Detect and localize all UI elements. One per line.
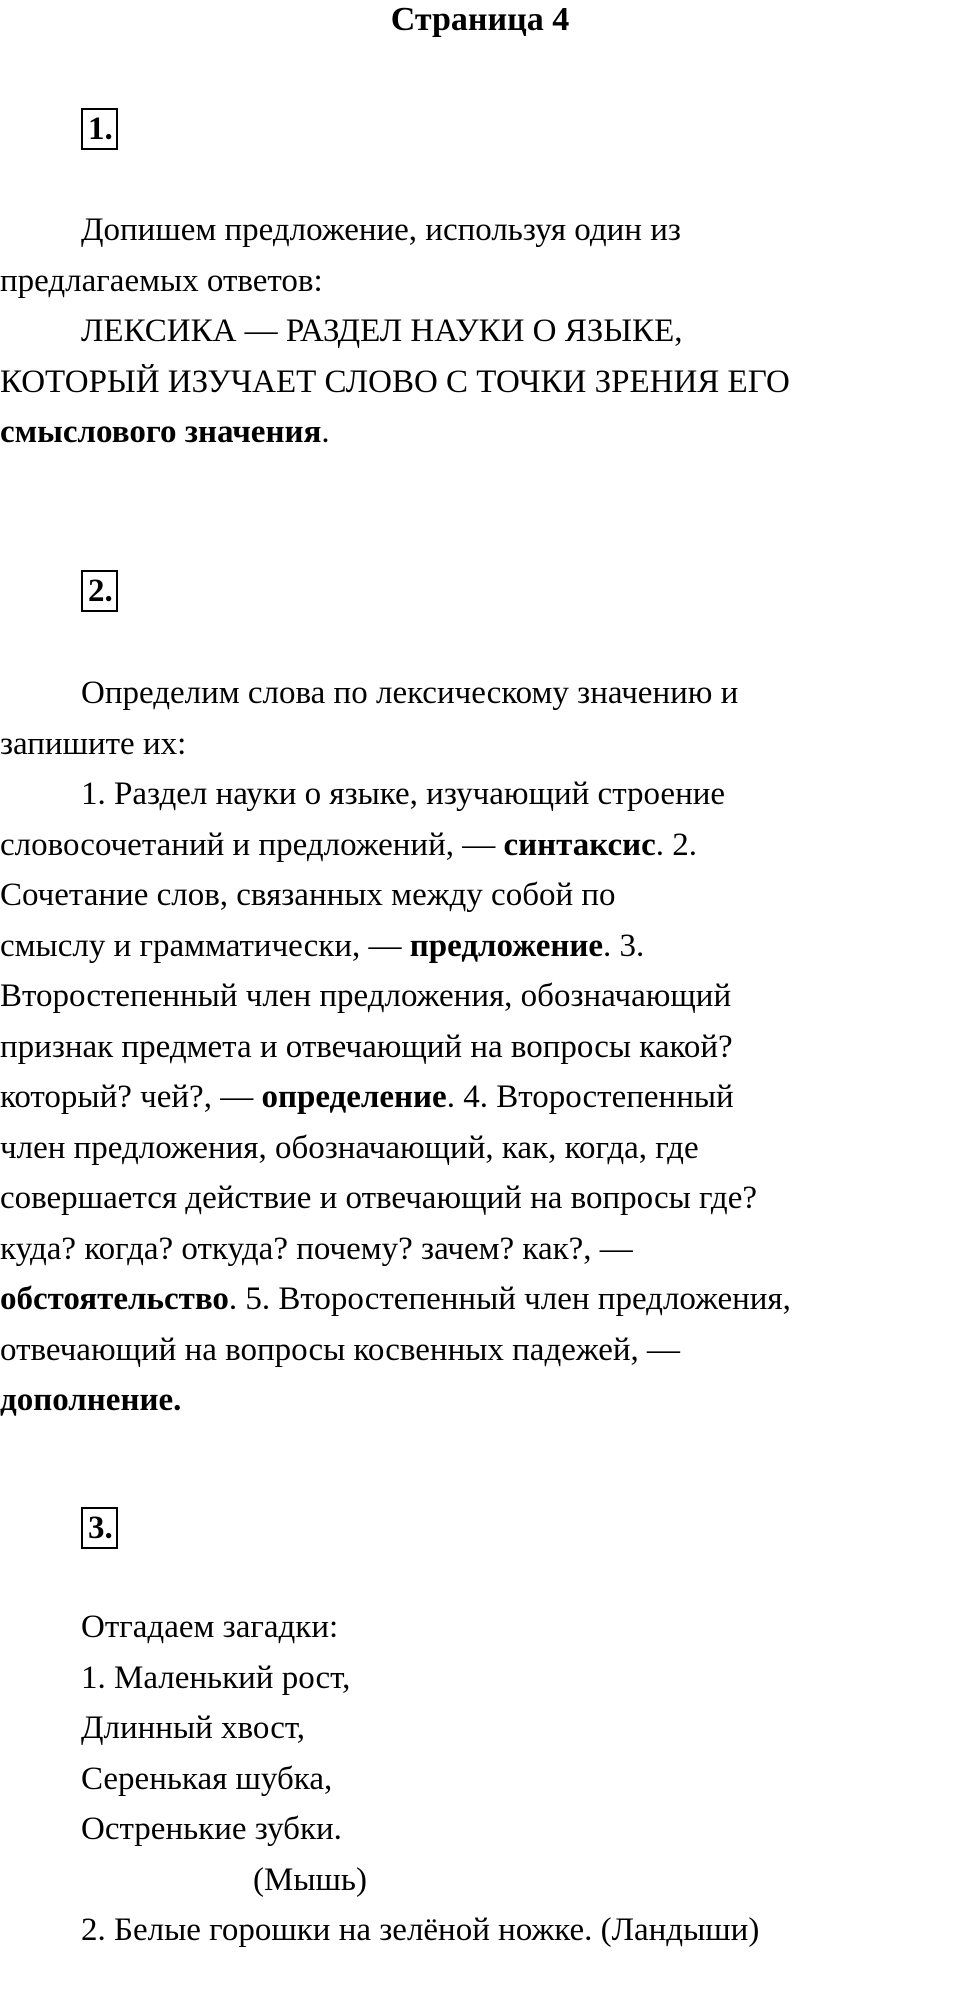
text-line: смыслу и грамматически, — предложение. 3. [0, 927, 645, 964]
text-line: 1. Раздел науки о языке, изучающий строение [81, 776, 726, 812]
riddle-line: 2. Белые горошки на зелёной ножке. (Ландыши) [81, 1912, 760, 1948]
answer-term: предложение [409, 927, 604, 964]
text-line: Сочетание слов, связанных между собой по [0, 877, 616, 913]
task-2-text [0, 668, 945, 1426]
text-line: КОТОРЫЙ ИЗУЧАЕТ СЛОВО С ТОЧКИ ЗРЕНИЯ ЕГО [0, 363, 790, 400]
text-line: смыслового значения. [0, 414, 330, 450]
task-1-number: 1. [81, 108, 118, 150]
riddle-line: Серенькая шубка, [81, 1760, 333, 1797]
answer-term: обстоятельство [0, 1281, 229, 1317]
text-line: Второстепенный член предложения, обозначающий [0, 978, 732, 1014]
text-line: который? чей?, — определение. 4. Второстепенный [0, 1079, 734, 1115]
task-3-text [0, 1602, 945, 1956]
text-line: Отгадаем загадки: [81, 1609, 339, 1645]
page-title: Страница 4 [390, 1, 570, 38]
text-line: куда? когда? откуда? почему? зачем? как?, — [0, 1230, 633, 1267]
text-line: Допишем предложение, используя один из [81, 212, 681, 248]
text-line: обстоятельство. 5. Второстепенный член предложения, [0, 1281, 791, 1317]
text-line: отвечающий на вопросы косвенных падежей, — [0, 1331, 681, 1368]
text-line: словосочетаний и предложений, — синтаксис. 2. [0, 826, 698, 863]
answer-term: синтаксис [503, 826, 656, 863]
riddle-answer: (Мышь) [253, 1861, 367, 1898]
text-line [0, 1375, 945, 1426]
text-line: ЛЕКСИКА — РАЗДЕЛ НАУКИ О ЯЗЫКЕ, [81, 313, 683, 349]
riddle-line: Остренькие зубки. [81, 1811, 342, 1847]
task-2-number: 2. [81, 570, 118, 612]
text-line: признак предмета и отвечающий на вопросы какой? [0, 1028, 733, 1065]
text-line: предлагаемых ответов: [0, 262, 323, 299]
riddle-line: 1. Маленький рост, [81, 1659, 351, 1696]
answer-term: смыслового значения [0, 414, 322, 450]
text-line: член предложения, обозначающий, как, когда, где [0, 1129, 699, 1166]
task-3-number: 3. [81, 1507, 118, 1549]
riddle-line: Длинный хвост, [81, 1710, 306, 1746]
text-line: запишите их: [0, 725, 187, 762]
answer-term: определение [261, 1079, 447, 1115]
task-1-text [0, 205, 945, 458]
answer-term: дополнение. [0, 1382, 182, 1418]
text-line: Определим слова по лексическому значению и [81, 675, 739, 711]
text-line: совершается действие и отвечающий на вопросы где? [0, 1180, 758, 1216]
